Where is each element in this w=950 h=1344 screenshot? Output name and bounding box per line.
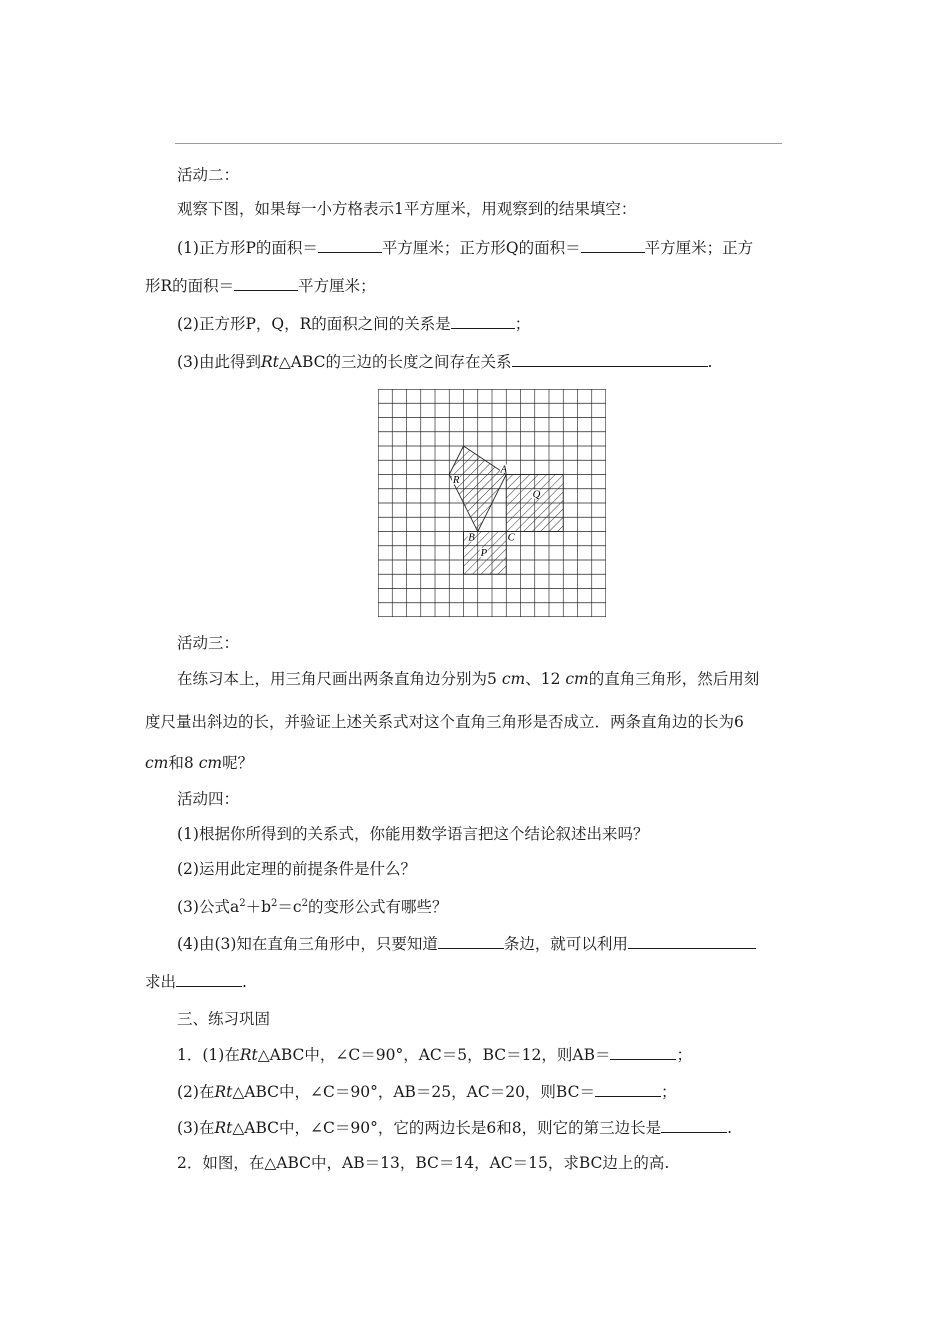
activity2-question-2: (2)正方形P，Q，R的面积之间的关系是 ； bbox=[177, 312, 530, 335]
activity3-line-1: 在练习本上，用三角尺画出两条直角边分别为5 cm、12 cm的直角三角形，然后用刻 bbox=[177, 670, 760, 688]
activity3-line-3: cm和8 cm呢？ bbox=[145, 754, 254, 772]
activity4-question-3: (3)公式$a^2+b^2=c^2$的变形公式有哪些？ bbox=[177, 898, 448, 916]
answer-blank[interactable] bbox=[438, 932, 504, 949]
activity2-question-3: (3)由此得到Rt△ABC的三边的长度之间存在关系 . bbox=[177, 350, 712, 373]
label-c bbox=[508, 531, 516, 543]
answer-blank[interactable] bbox=[512, 350, 708, 367]
activity4-question-1: (1)根据你所得到的关系式，你能用数学语言把这个结论叙述出来吗？ bbox=[177, 825, 649, 843]
answer-blank[interactable] bbox=[610, 1043, 676, 1060]
label-b bbox=[468, 531, 475, 543]
grid-figure bbox=[378, 389, 606, 617]
practice-2: 2．如图，在△ABC中，AB＝13，BC＝14，AC＝15，求BC边上的高. bbox=[177, 1154, 670, 1172]
label-q bbox=[533, 488, 541, 500]
header-rule bbox=[175, 143, 782, 144]
activity2-intro: 观察下图，如果每一小方格表示1平方厘米，用观察到的结果填空： bbox=[177, 200, 637, 218]
answer-blank[interactable] bbox=[176, 970, 242, 987]
activity2-question-1-cont: 形R的面积＝ 平方厘米； bbox=[145, 274, 376, 297]
section3-heading: 三、练习巩固 bbox=[177, 1010, 271, 1028]
answer-blank[interactable] bbox=[234, 274, 298, 291]
square-r bbox=[449, 446, 506, 532]
label-p bbox=[480, 547, 488, 559]
label-r bbox=[452, 474, 460, 486]
answer-blank[interactable] bbox=[661, 1116, 727, 1133]
answer-blank[interactable] bbox=[451, 312, 515, 329]
practice-1-2: (2)在Rt△ABC中，∠C＝90°，AB＝25，AC＝20，则BC＝ ； bbox=[177, 1080, 676, 1103]
activity4-question-4-cont: 求出 . bbox=[145, 970, 247, 993]
practice-1-1: 1．(1)在Rt△ABC中，∠C＝90°，AC＝5，BC＝12，则AB＝ ； bbox=[177, 1043, 692, 1066]
activity2-heading: 活动二： bbox=[177, 166, 240, 184]
practice-1-3: (3)在Rt△ABC中，∠C＝90°，它的两边长是6和8，则它的第三边长是 . bbox=[177, 1116, 732, 1139]
activity4-question-2: (2)运用此定理的前提条件是什么？ bbox=[177, 860, 416, 878]
activity4-heading: 活动四： bbox=[177, 790, 240, 808]
activity2-question-1: (1)正方形P的面积＝ 平方厘米；正方形Q的面积＝ 平方厘米；正方 bbox=[177, 236, 753, 259]
answer-blank[interactable] bbox=[595, 1080, 661, 1097]
square-q bbox=[506, 475, 563, 532]
activity3-heading: 活动三： bbox=[177, 634, 240, 652]
activity3-line-2: 度尺量出斜边的长，并验证上述关系式对这个直角三角形是否成立．两条直角边的长为6 bbox=[145, 713, 744, 731]
label-a bbox=[500, 463, 508, 475]
activity4-question-4: (4)由(3)知在直角三角形中，只要知道 条边，就可以利用 bbox=[177, 932, 756, 955]
answer-blank[interactable] bbox=[318, 236, 382, 253]
answer-blank[interactable] bbox=[581, 236, 645, 253]
grid-svg bbox=[378, 389, 606, 617]
answer-blank[interactable] bbox=[628, 932, 756, 949]
